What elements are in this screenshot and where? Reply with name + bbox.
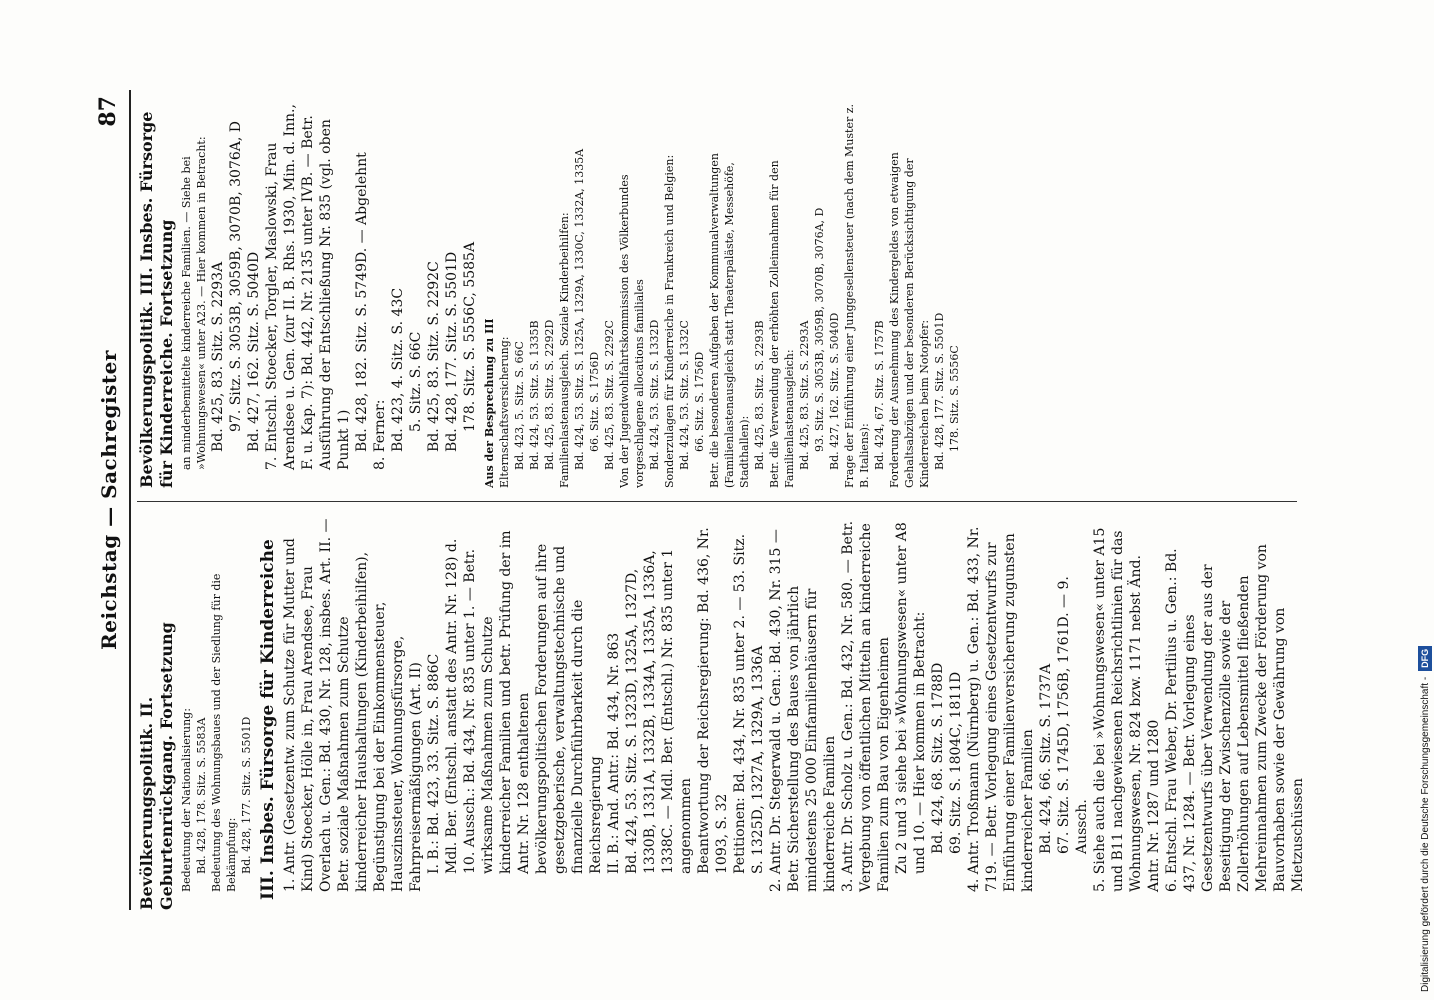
- index-entry: Mdl. Ber. (Entschl. anstatt des Antr. Nr. 128) d. 10. Aussch.: Bd. 434, Nr. 835 unter 1. — Betr. wirksame Maßnahmen zum Schutze kinderreicher Familien und betr. Prüfung der im Antr. Nr. 128 enthaltenen bevölkerungspolitischen Forderungen auf ihre gesetzgeberische, verwaltungstechnische und finanzielle Durchführbarkeit durch die Reichsregierung: [444, 530, 604, 874]
- digitization-notice: [1418, 8, 1432, 992]
- index-entry: Bedeutung des Wohnungsbaues und der Siedlung für die Bekämpfung:: [210, 573, 238, 892]
- index-entry: Bd. 425, 83. Sitz. S. 2292D: [543, 319, 556, 470]
- index-entry: Bd. 425, 83. Sitz. S. 2292C: [603, 320, 616, 470]
- index-entry: 178. Sitz. S. 5556C: [948, 345, 961, 452]
- left-column: [137, 518, 1307, 910]
- index-entry: Bd. 424, 53. Sitz. S. 1323D, 1325A, 1327D, 1330B, 1331A, 1332B, 1334A, 1335A, 1336A, 1338C. — Mdl. Ber. (Entschl.) Nr. 835 unter 1 angenommen: [624, 548, 694, 874]
- right-entries: [179, 96, 962, 488]
- left-entries-b: [281, 518, 1307, 910]
- index-entry: 8. Ferner:: [372, 399, 388, 470]
- index-entry: Bd. 424, 53. Sitz. S. 1335B: [528, 320, 541, 470]
- index-entry: 1. Antr. (Gesetzentw. zum Schutze für Mutter und Kind) Stoecker, Hölle in, Frau Arendsee, Frau Overlach u. Gen.: Bd. 430, Nr. 128, insbes. Art. II. — Betr. soziale Maßnahmen zum Schutze kinderreicher Haushaltungen (Kinderbeihilfen), Begünstigung bei der Einkommensteuer, Hauszinssteuer, Wohnungsfürsorge, Fahrpreisermäßigungen (Art. II): [282, 518, 424, 892]
- index-entry: 69. Sitz. S. 1804C, 1811D: [948, 671, 964, 854]
- index-entry: Bd. 425, 83. Sitz. S. 2293A: [210, 261, 226, 452]
- running-title: Reichstag — Sachregister: [97, 350, 121, 650]
- index-entry: Bedeutung der Nationalisierung:: [180, 708, 193, 892]
- index-entry: Bd. 428, 177. Sitz. S. 5501D: [444, 251, 460, 452]
- index-entry: 6. Entschl. Frau Weber, Dr. Pertilius u. Gen.: Bd. 437, Nr. 1284. — Betr. Vorlegung eines Gesetzentwurfs über Verwendung der aus der Beseitigung der Zwischenzölle sowie der Zollerhöhungen auf Lebensmittel fließenden Mehreinnahmen zum Zwecke der Förderung von Bauvorhaben sowie der Gewährung von Mietzuschüssen: [1164, 544, 1306, 892]
- index-entry: Bd. 427, 162. Sitz. S. 5040D: [828, 312, 841, 470]
- index-entry: Bd. 424, 67. Sitz. S. 1757B: [873, 320, 886, 470]
- index-entry: 2. Antr. Dr. Stegerwald u. Gen.: Bd. 430, Nr. 315 — Betr. Sicherstellung des Baues von jährlich mindestens 25 000 Einfamilienhäusern für kinderreiche Familien: [768, 529, 838, 892]
- index-entry: an minderbemittelte kinderreiche Familien. — Siehe bei »Wohnungswesen« unter A23. — Hier kommen in Betracht:: [180, 136, 208, 470]
- index-entry: 97. Sitz. S. 3053B, 3059B, 3070B, 3076A, D: [228, 121, 244, 432]
- right-column: [137, 96, 1307, 488]
- index-entry: Von der Jugendwohlfahrtskommission des Völkerbundes vorgeschlagene allocations familiales: [618, 174, 646, 488]
- index-entry: Bd. 428, 177. Sitz. S. 5501D: [240, 716, 253, 874]
- notice-text: Digitalisierung gefördert durch die Deutsche Forschungsgemeinschaft -: [1420, 676, 1431, 992]
- index-entry: Betr. die besonderen Aufgaben der Kommunalverwaltungen (Familienlastenausgleich statt Theaterpaläste, Messehöfe, Stadthallen):: [708, 153, 751, 488]
- index-entry: Bd. 427, 162. Sitz. S. 5040D: [246, 251, 262, 452]
- index-entry: 5. Sitz. S. 66C: [408, 331, 424, 432]
- index-entry: Bd. 423, 5. Sitz. S. 66C: [513, 341, 526, 470]
- index-entry: Bd. 428, 177. Sitz. S. 5501D: [933, 312, 946, 470]
- index-entry: Bd. 428, 178. Sitz. S. 5583A: [195, 717, 208, 874]
- dfg-logo: DFG: [1418, 646, 1432, 671]
- index-entry: Bd. 425, 83. Sitz. S. 2293A: [798, 320, 811, 470]
- index-entry: Bd. 428, 182. Sitz. S. 5749D. — Abgelehnt: [354, 152, 370, 452]
- index-entry: Frage der Einführung einer Junggesellensteuer (nach dem Muster z. B. Italiens):: [843, 103, 871, 488]
- index-entry: 67. Sitz. S. 1745D, 1756B, 1761D. — 9. Aussch.: [1056, 576, 1090, 854]
- section-heading: III. Insbes. Fürsorge für Kinderreiche: [258, 539, 278, 900]
- column-rule: [137, 501, 1297, 502]
- index-entry: 4. Antr. Troßmann (Nürnberg) u. Gen.: Bd. 433, Nr. 719. — Betr. Vorlegung eines Gesetzentwurfs zur Einführung einer Familienversicherung zugunsten kinderreicher Familien: [966, 526, 1036, 892]
- index-entry: Sonderzulagen für Kinderreiche in Frankreich und Belgien:: [663, 154, 676, 488]
- index-entry: Bd. 425, 83. Sitz. S. 2293B: [753, 320, 766, 470]
- index-entry: Bd. 423, 4. Sitz. S. 43C: [390, 287, 406, 452]
- rotated-document-page: [95, 90, 1315, 910]
- columns: [137, 90, 1307, 910]
- index-entry: Bd. 425, 83. Sitz. S. 2292C: [426, 261, 442, 452]
- page-number: 87: [95, 96, 121, 127]
- index-entry: 66. Sitz. S. 1756D: [693, 351, 706, 452]
- index-entry: Bd. 424, 53. Sitz. S. 1325A, 1329A, 1330C, 1332A, 1335A: [573, 148, 586, 470]
- index-entry: Aus der Besprechung zu III: [483, 318, 496, 488]
- index-entry: Forderung der Ausnehmung des Kindergeldes von etwaigen Gehaltsabzügen und der besonderen Berücksichtigung der Kinderreichen beim Notopfer:: [888, 152, 931, 488]
- index-entry: 178. Sitz. S. 5556C, 5585A: [462, 241, 478, 432]
- index-entry: 7. Entschl. Stoecker, Torgler, Maslowski, Frau Arendsee u. Gen. (zur II. B. Rhs. 1930, Min. d. Inn., F. u. Kap. 7): Bd. 442, Nr. 2135 unter IVB. — Betr. Ausführung der Entschließung Nr. 835 (vgl. oben Punkt 1): [264, 104, 352, 470]
- left-entries-a: [179, 518, 254, 910]
- index-entry: Bd. 424, 68. Sitz. S. 1788D: [930, 662, 946, 854]
- index-entry: Elternschaftsversicherung:: [498, 336, 511, 488]
- index-entry: 5. Siehe auch die bei »Wohnungswesen« unter A15 und B11 nachgewiesenen Reichsrichtlinien für das Wohnungswesen, Nr. 824 bzw. 1171 nebst Änd. Antr. Nr. 1287 und 1280: [1092, 527, 1162, 892]
- index-entry: 66. Sitz. S. 1756D: [588, 351, 601, 452]
- index-entry: 3. Antr. Dr. Scholz u. Gen.: Bd. 432, Nr. 580. — Betr. Vergebung von öffentlichen Mitteln an kinderreiche Familien zum Bau von Eigenheimen: [840, 520, 892, 892]
- index-entry: Familienlastenausgleich. Soziale Kinderbeihilfen:: [558, 212, 571, 488]
- index-entry: Bd. 424, 66. Sitz. S. 1737A: [1038, 663, 1054, 854]
- index-entry: Bd. 424, 53. Sitz. S. 1332D: [648, 319, 661, 470]
- index-entry: Petitionen: Bd. 434, Nr. 835 unter 2. — 53. Sitz. S. 1325D, 1327A, 1329A, 1336A: [732, 533, 766, 874]
- index-entry: Zu 2 und 3 siehe bei »Wohnungswesen« unter A8 und 10. — Hier kommen in Betracht:: [894, 522, 928, 874]
- index-entry: 93. Sitz. S. 3053B, 3059B, 3070B, 3076A, D: [813, 207, 826, 452]
- right-column-heading: Bevölkerungspolitik. III. Insbes. Fürsorge für Kinderreiche. Fortsetzung: [137, 111, 176, 488]
- index-entry: Betr. die Verwendung der erhöhten Zolleinnahmen für den Familienlastenausgleich:: [768, 160, 796, 488]
- index-entry: Bd. 424, 53. Sitz. S. 1332C: [678, 320, 691, 470]
- left-column-heading: Bevölkerungspolitik. II. Geburtenrückgang. Fortsetzung: [137, 622, 176, 910]
- index-entry: I. B.: Bd. 423, 33. Sitz. S. 886C: [426, 653, 442, 874]
- index-entry: II. B.: And. Antr.: Bd. 434, Nr. 863: [606, 632, 622, 874]
- index-entry: Beantwortung der Reichsregierung: Bd. 436, Nr. 1093, S. 32: [696, 527, 730, 874]
- page-header: [95, 90, 131, 910]
